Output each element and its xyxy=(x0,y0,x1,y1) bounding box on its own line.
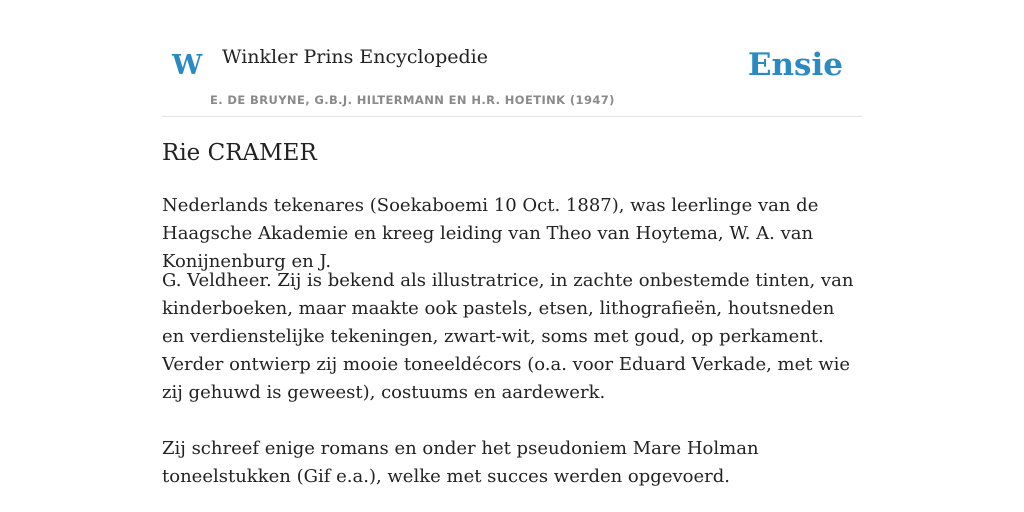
winkler-prins-logo-icon[interactable]: W xyxy=(172,50,203,81)
entry-paragraph-3: Zij schreef enige romans en onder het pseudoniem Mare Holman toneelstukken (Gif e.a.), welke met succes werden opgevoerd. xyxy=(162,438,759,487)
publication-title[interactable]: Winkler Prins Encyclopedie xyxy=(222,46,488,68)
header xyxy=(162,30,862,117)
entry-paragraph-2: G. Veldheer. Zij is bekend als illustratrice, in zachte onbestemde tinten, van kinderboeken, maar maakte ook pastels, etsen, lithografieën, houtsneden en verdienstelijke tekeningen, zwart-wit, soms met goud, op perkament. Verder ontwierp zij mooie toneeldécors (o.a. voor Eduard Verkade, met wie zij gehuwd is geweest), costuums en aardewerk. xyxy=(162,270,854,403)
ensie-logo[interactable]: Ensie xyxy=(747,47,843,83)
entry-paragraph-1: Nederlands tekenares (Soekaboemi 10 Oct. 1887), was leerlinge van de Haagsche Akademie en kreeg leiding van Theo van Hoytema, W. A. van Konijnenburg en J. xyxy=(162,195,819,272)
publication-authors: E. DE BRUYNE, G.B.J. HILTERMANN EN H.R. HOETINK (1947) xyxy=(210,93,615,107)
entry-title: Rie CRAMER xyxy=(162,140,317,166)
